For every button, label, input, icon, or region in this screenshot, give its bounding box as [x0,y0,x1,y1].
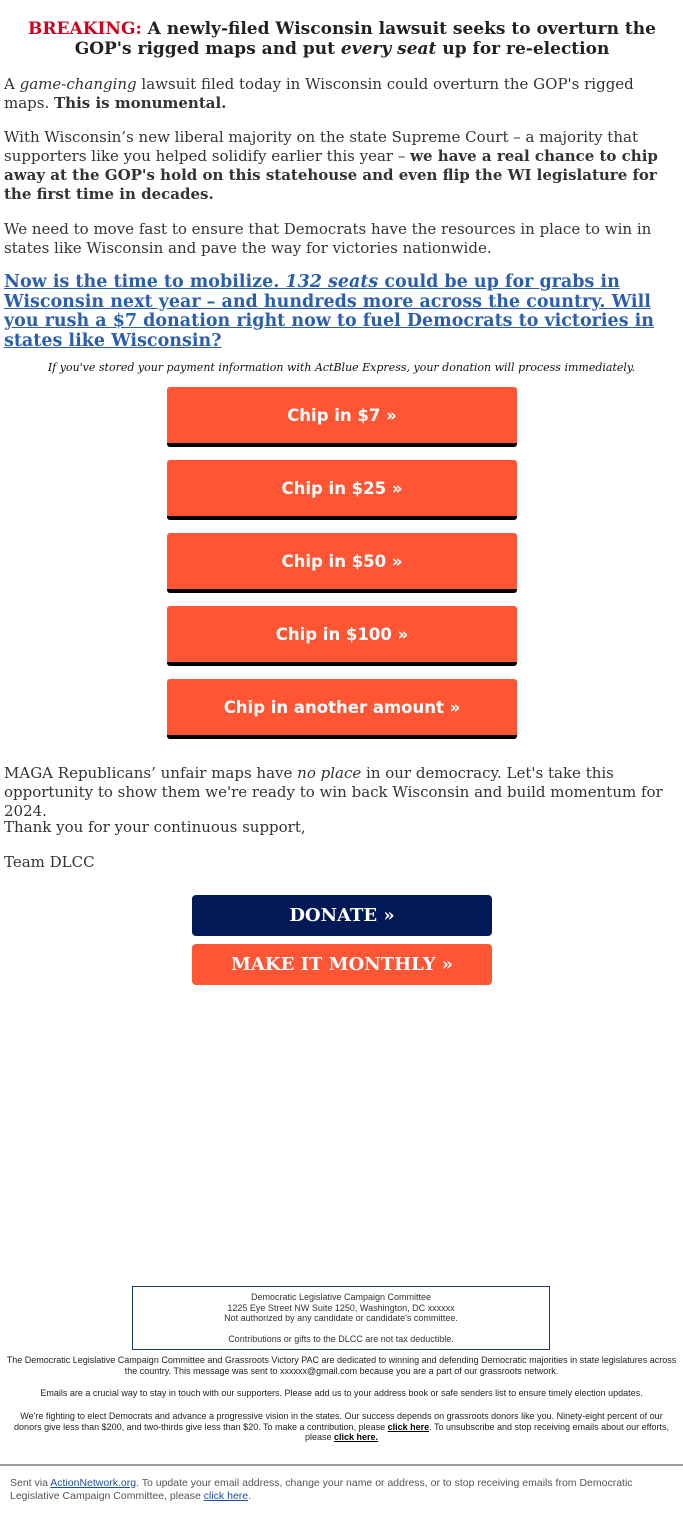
footer-address: 1225 Eye Street NW Suite 1250, Washington, DC xxxxxx [227,1302,455,1313]
breaking-label: BREAKING: [28,19,142,39]
footer-fundraising [6,1411,677,1443]
para2-strong: we have a real chance to chip away at the GOP's hold on this statehouse and even flip the WI legislature for the first time in decades. [4,147,658,203]
make-it-monthly-button[interactable]: MAKE IT MONTHLY » [192,944,492,985]
footer-divider [0,1464,683,1466]
cta-text-a[interactable]: Now is the time to mobilize. [4,272,286,292]
action-network-link[interactable]: ActionNetwork.org [50,1477,137,1489]
update-preferences-link[interactable]: click here [203,1490,249,1502]
para1-text-b: lawsuit filed today in Wisconsin could overturn the GOP's rigged maps. [4,75,634,112]
chip-in-25-button[interactable]: Chip in $25 » [167,460,517,520]
action-network-footer [10,1477,675,1503]
chip-in-50-button[interactable]: Chip in $50 » [167,533,517,593]
unsubscribe-link[interactable]: click here. [334,1432,379,1442]
cta-donation-link[interactable] [4,273,680,351]
cta-text-b[interactable]: could be up for grabs in Wisconsin next year – and hundreds more across the country. Will you rush a $7 donation right now to fuel Democrats to victories in states like Wisconsin? [4,272,655,351]
footer2-text-a: Sent via [10,1477,51,1489]
para4-text-a: MAGA Republicans’ unfair maps have [4,764,298,782]
footer-address-box [132,1286,550,1350]
donate-button[interactable]: DONATE » [192,895,492,936]
footer-tax-note: Contributions or gifts to the DLCC are not tax deductible. [228,1333,454,1344]
chip-in-100-button[interactable]: Chip in $100 » [167,606,517,666]
para2-text: With Wisconsin’s new liberal majority on the state Supreme Court – a majority that supporters like you helped solidify earlier this year – [4,128,638,165]
footer-mission: The Democratic Legislative Campaign Committee and Grassroots Victory PAC are dedicated to winning and defending Democratic majorities in state legislatures across the country. This message was sent to xxxxxx@gmail.com because you are a part of our grassroots network. [6,1355,677,1376]
headline-emphasis: every seat [340,39,437,59]
actblue-express-note: If you've stored your payment information with ActBlue Express, your donation will process immediately. [47,361,636,374]
paragraph-maga [4,764,676,821]
footer2-text-b: . To update your email address, change your name or address, or to stop receiving emails from Democratic Legislative Campaign Committee, please [10,1477,633,1502]
thanks-line: Thank you for your continuous support, [4,818,306,836]
footer-disclaimer: Not authorized by any candidate or candidate's committee. [224,1313,458,1323]
chip-in-7-button[interactable]: Chip in $7 » [167,387,517,447]
headline-text-2: up for re-election [436,39,610,59]
para4-emphasis: no place [297,764,362,782]
paragraph-court [4,128,676,204]
headline-text-1: A newly-filed Wisconsin lawsuit seeks to overturn the GOP's rigged maps and put [74,19,656,59]
para1-strong: This is monumental. [54,94,227,112]
para4-text-b: in our democracy. Let's take this opportunity to show them we're ready to win back Wisconsin and build momentum for 2024. [4,764,663,820]
para1-emphasis: game-changing [19,75,137,93]
footer2-text-c: . [248,1490,252,1502]
contribute-link[interactable]: click here [387,1421,430,1432]
headline [4,19,680,59]
signature: Team DLCC [4,853,95,871]
paragraph-resources: We need to move fast to ensure that Democrats have the resources in place to win in states like Wisconsin and pave the way for victories nationwide. [4,220,652,257]
paragraph-intro [4,75,676,113]
chip-in-other-amount-button[interactable]: Chip in another amount » [167,679,517,739]
footer-address-book: Emails are a crucial way to stay in touch with our supporters. Please add us to your address book or safe senders list to ensure timely election updates. [40,1388,643,1398]
footer-org-name: Democratic Legislative Campaign Committee [250,1292,432,1302]
cta-emphasis[interactable]: 132 seats [285,272,379,292]
footer-fundraising-text-b: . To unsubscribe and stop receiving emails about our efforts, please [304,1421,669,1442]
para1-text-a: A [4,75,20,93]
footer-fundraising-text-a: We're fighting to elect Democrats and advance a progressive vision in the states. Our success depends on grassroots donors like you. Ninety-eight percent of our donors give less than $200, and two-thirds give less than $20. To make a contribution, please [14,1411,663,1432]
